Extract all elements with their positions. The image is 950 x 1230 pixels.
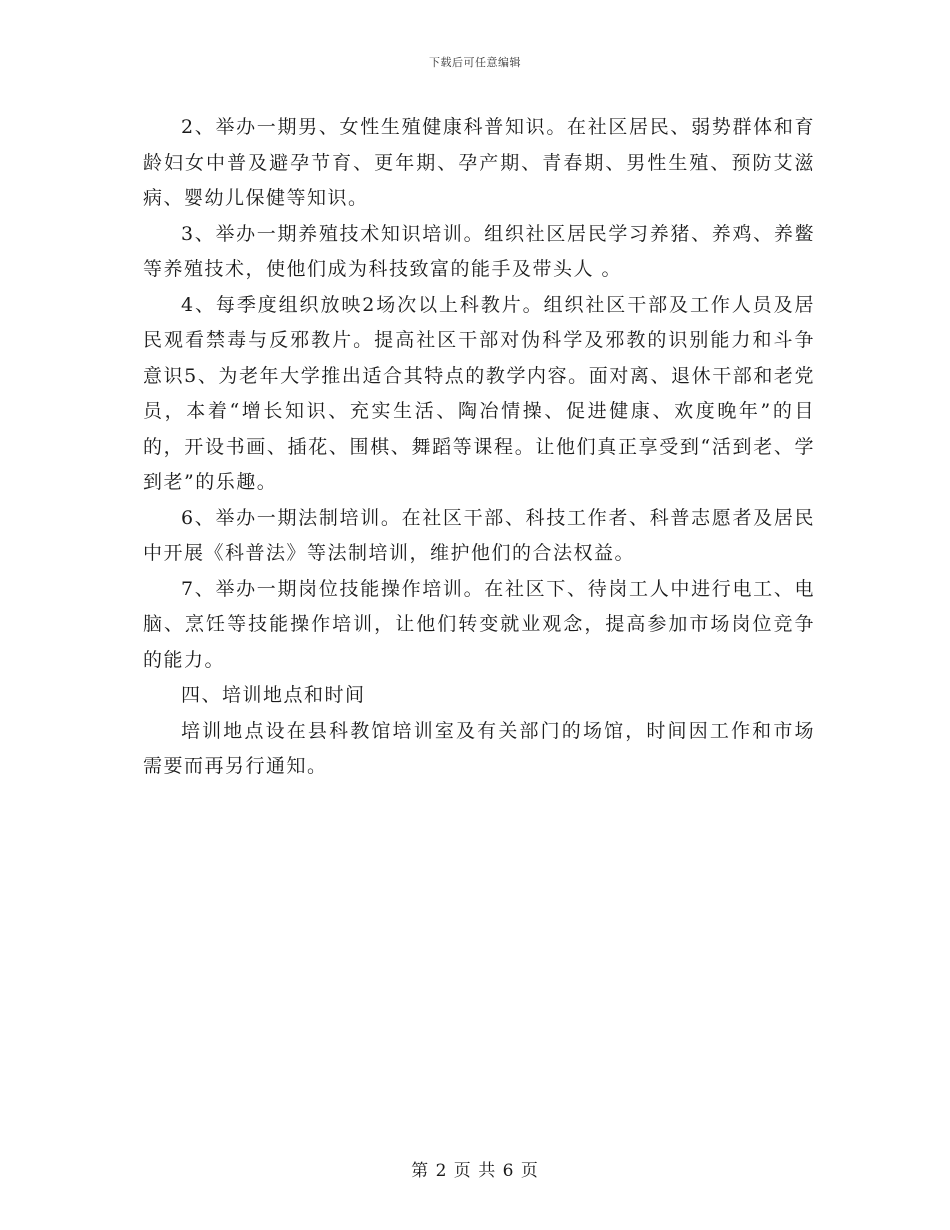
header-note: 下载后可任意编辑 [429,56,521,69]
paragraph-item-4-5: 4、每季度组织放映2场次以上科教片。组织社区干部及工作人员及居民观看禁毒与反邪教片。提高社区干部对伪科学及邪教的识别能力和斗争意识5、为老年大学推出适合其特点的教学内容。面对离、退休干部和老党员，本着“增长知识、充实生活、陶冶情操、促进健康、欢度晚年”的目的，开设书画、插花、围棋、舞蹈等课程。让他们真正享受到“活到老、学到老”的乐趣。 [143,293,815,493]
paragraph-location-time: 培训地点设在县科教馆培训室及有关部门的场馆，时间因工作和市场需要而再另行通知。 [143,719,815,777]
paragraph-item-2: 2、举办一期男、女性生殖健康科普知识。在社区居民、弱势群体和育龄妇女中普及避孕节育、更年期、孕产期、青春期、男性生殖、预防艾滋病、婴幼儿保健等知识。 [143,116,815,209]
paragraph-item-6: 6、举办一期法制培训。在社区干部、科技工作者、科普志愿者及居民中开展《科普法》等法制培训，维护他们的合法权益。 [143,506,815,564]
paragraph-item-7: 7、举办一期岗位技能操作培训。在社区下、待岗工人中进行电工、电脑、烹饪等技能操作培训，让他们转变就业观念，提高参加市场岗位竞争的能力。 [143,577,815,671]
page-number: 第 2 页 共 6 页 [411,1161,539,1181]
section-heading: 四、培训地点和时间 [181,684,366,706]
document-body [143,110,815,785]
paragraph-item-3: 3、举办一期养殖技术知识培训。组织社区居民学习养猪、养鸡、养鳖等养殖技术，使他们成为科技致富的能手及带头人 。 [143,222,815,280]
